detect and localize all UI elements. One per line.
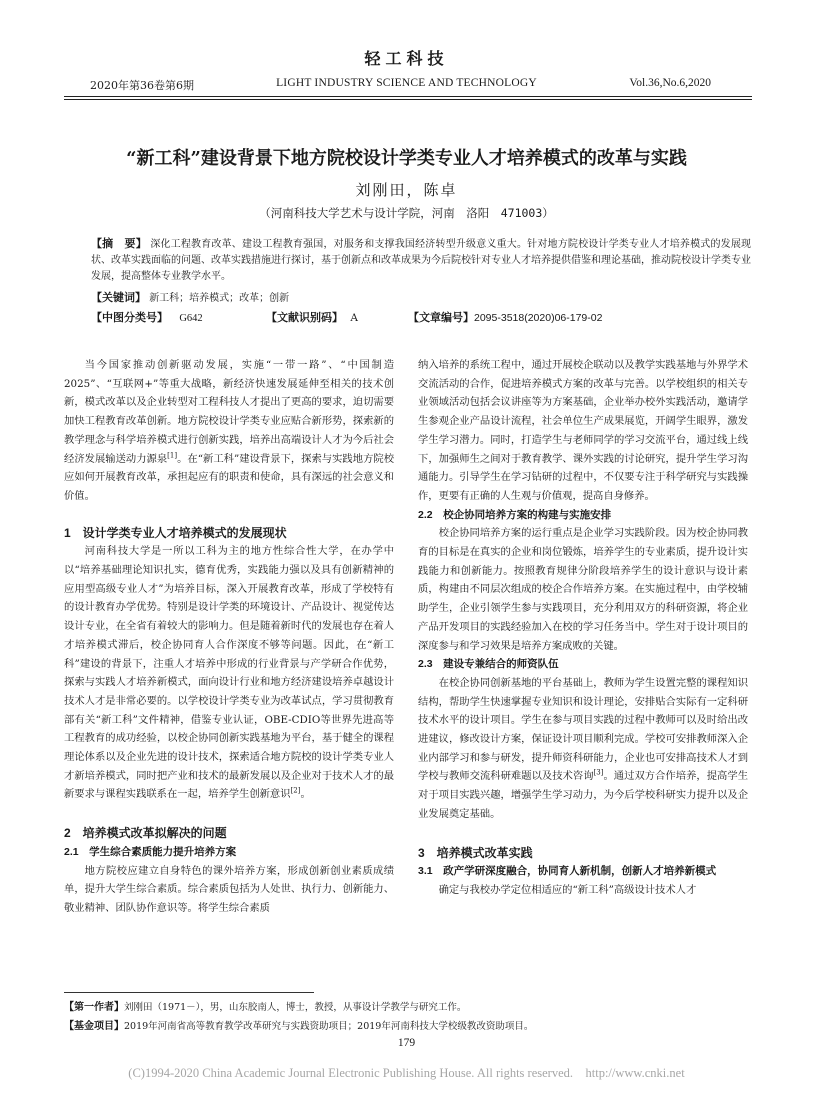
keywords-label: 【关键词】 bbox=[91, 291, 146, 304]
article-number bbox=[408, 309, 602, 325]
footnote-author-text: 刘刚田（1971－），男，山东胶南人，博士，教授，从事设计学教学与研究工作。 bbox=[124, 1002, 467, 1013]
issue-cn: 2020年第36卷第6期 bbox=[90, 79, 194, 92]
clc bbox=[91, 309, 203, 325]
intro-text-1: 当今国家推动创新驱动发展，实施“一带一路”、“中国制造2025”、“互联网+”等重大战略，新经济快速发展延伸至相关的技术创新，模式改革以及企业转型对工程科技人才提出了更高的要求，迫切需要加快工程教育改革创新。地方院校设计学类专业应贴合新形势，探索新的教学理念与科学培养模式进行创新实践，培养出高端设计人才为今后社会经济发展输送动力源泉 bbox=[64, 359, 394, 465]
article-number-label: 【文章编号】 bbox=[408, 311, 474, 324]
body-column-left bbox=[64, 356, 394, 918]
citation-3: [3] bbox=[593, 769, 604, 778]
article-number-value: 2095-3518(2020)06-179-02 bbox=[474, 312, 603, 324]
citation-2: [2] bbox=[290, 787, 301, 796]
abstract bbox=[91, 236, 751, 285]
footnote-fund-label: 【基金项目】 bbox=[64, 1021, 124, 1032]
section-2-1-heading: 2.1 学生综合素质能力提升培养方案 bbox=[64, 845, 237, 858]
intro-paragraph-1 bbox=[64, 356, 394, 506]
page-number: 179 bbox=[397, 1037, 416, 1049]
doc-code bbox=[266, 309, 358, 325]
keywords-text: 新工科；培养模式；改革；创新 bbox=[149, 293, 290, 304]
footnote-author bbox=[64, 998, 764, 1013]
section-2-1-continued: 纳入培养的系统工程中，通过开展校企联动以及教学实践基地与外界学术交流活动的合作，促进培养模式方案的改革与完善。以学校组织的相关专业领域活动包括会议讲座等为方案基础，企业举办校外实践活动，邀请学生参观企业产品设计流程，社会单位生产成果展览，开阔学生眼界，激发学生学习潜力。同时，打造学生与老师同学的学习交流平台，通过线上线下，加强师生之间对于教育教学、课外实践的讨论研究，提升学生学习沟通能力。引导学生在学习钻研的过程中，不仅要专注于科学研究与实践操作，更要有正确的人生观与价值观，提高自身修养。 bbox=[418, 359, 748, 502]
section-2-2-heading: 2.2 校企协同培养方案的构建与实施安排 bbox=[418, 508, 612, 521]
footnote-author-label: 【第一作者】 bbox=[64, 1002, 124, 1013]
clc-label: 【中图分类号】 bbox=[91, 311, 168, 324]
footnote-fund-text: 2019年河南省高等教育教学改革研究与实践资助项目；2019年河南科技大学校级教改资助项目。 bbox=[124, 1021, 534, 1032]
intro-text-2: 。在“新工科”建设背景下，探索与实践地方院校应如何开展教育改革，承担起应有的职责和使命，具有深远的社会意义和价值。 bbox=[64, 452, 394, 502]
section-2-heading: 2 培养模式改革拟解决的问题 bbox=[64, 826, 227, 841]
issue-en: Vol.36,No.6,2020 bbox=[629, 77, 711, 89]
article-authors: 刘刚田，陈卓 bbox=[355, 181, 458, 199]
copyright-watermark: (C)1994-2020 China Academic Journal Electronic Publishing House. All rights reserved. http://www.cnki.net bbox=[128, 1066, 685, 1080]
section-2-3-heading: 2.3 建设专兼结合的师资队伍 bbox=[418, 658, 559, 671]
article-title: “新工科”建设背景下地方院校设计学类专业人才培养模式的改革与实践 bbox=[126, 148, 687, 169]
section-3-heading: 3 培养模式改革实践 bbox=[418, 845, 533, 860]
section-2-3-paragraph bbox=[418, 674, 748, 824]
citation-1: [1] bbox=[167, 451, 178, 460]
section-2-3-text: 在校企协同创新基地的平台基础上，教师为学生设置完整的课程知识结构，帮助学生快速掌握专业知识和设计理论，安排贴合实际有一定科研技术水平的设计项目。学生在参与项目实践的过程中教师可以及时给出改进建议，修改设计方案，保证设计项目顺利完成。学校可安排教师深入企业内部学习和参与研发，提升师资科研能力，企业也可安排高技术人才到学校与教师交流科研难题以及技术咨询 bbox=[418, 676, 748, 783]
section-3-1-paragraph: 确定与我校办学定位相适应的“新工科”高级设计技术人才 bbox=[438, 883, 697, 896]
footnote-fund bbox=[64, 1017, 764, 1032]
abstract-label: 【摘 要】 bbox=[91, 237, 147, 250]
journal-name: 轻工科技 bbox=[364, 49, 449, 68]
section-1-paragraph bbox=[64, 542, 394, 804]
section-1-text: 河南科技大学是一所以工科为主的地方性综合性大学，在办学中以“培养基础理论知识扎实，德育优秀，实践能力强以及具有创新精神的应用型高级专业人才”为培养目标，深入开展教育改革，形成了学校特有的设计教育办学优势。特别是设计学类的环境设计、产品设计、视觉传达设计专业，在全省有着较大的影响力。但是随着新时代的发展也存在着人才培养模式滞后，校企协同育人合作深度不够等问题。因此，在“新工科”建设的背景下，注重人才培养中形成的行业背景与产学研合作优势，探索与实践人才培养新模式，面向设计行业和地方经济建设培养卓越设计技术人才是非常必要的。以学校设计学类专业为改革试点，学习贯彻教育部有关“新工科”文件精神，借鉴专业认证，OBE-CDIO等世界先进高等工程教育的成功经验，以校企协同创新实践基地为平台，基于健全的课程理论体系以及企业先进的设计技术，探索适合地方院校的设计学类专业人才新培养模式，同时把产业和技术的最新发展以及企业对于技术人才的最新要求与课程实践联系在一起，培养学生创新意识 bbox=[64, 545, 394, 801]
section-1-heading: 1 设计学类专业人才培养模式的发展现状 bbox=[64, 525, 287, 540]
section-2-1-paragraph: 地方院校应建立自身特色的课外培养方案，形成创新创业素质成绩单，提升大学生综合素质。综合素质包括为人处世、执行力、创新能力、敬业精神、团队协作意识等。将学生综合素质 bbox=[64, 864, 394, 914]
keywords bbox=[91, 289, 289, 305]
section-1-end: 。 bbox=[300, 788, 311, 801]
section-2-2-paragraph: 校企协同培养方案的运行重点是企业学习实践阶段。因为校企协同教育的目标是在真实的企业和岗位锻炼，培养学生的专业素质，提升设计实践能力和创新能力。按照教育规律分阶段培养学生的设计意识与设计素质，构建由不同层次组成的校企合作培养方案。在实施过程中，由学校辅助学生，企业引领学生参与实践项目，充分利用双方的科研资源，将企业产品开发项目的实践经验加入在校的学习任务当中。学生对于设计项目的深度参与和学习效果是培养方案成败的关键。 bbox=[418, 527, 748, 652]
header-rule-thin bbox=[64, 99, 752, 100]
doc-code-label: 【文献识别码】 bbox=[266, 311, 343, 324]
section-2-3-end: 。通过双方合作培养，提高学生对于项目实践兴趣，增强学生学习动力，为今后学校科研实力提升以及企业发展奠定基础。 bbox=[418, 770, 749, 820]
journal-name-en: LIGHT INDUSTRY SCIENCE AND TECHNOLOGY bbox=[276, 77, 537, 89]
header-rule bbox=[64, 96, 752, 97]
doc-code-value: A bbox=[350, 312, 358, 324]
clc-value: G642 bbox=[179, 313, 203, 324]
section-3-1-heading: 3.1 政产学研深度融合，协同育人新机制，创新人才培养新模式 bbox=[418, 865, 717, 878]
footnote-rule bbox=[64, 992, 314, 993]
body-column-right bbox=[418, 356, 748, 900]
abstract-text: 深化工程教育改革、建设工程教育强国，对服务和支撑我国经济转型升级意义重大。针对地方院校设计学类专业人才培养模式的发展现状、改革实践面临的问题、改革实践措施进行探讨，基于创新点和改革成果为今后院校针对专业人才培养提供借鉴和理论基础，推动院校设计学类专业发展，提高整体专业教学水平。 bbox=[91, 239, 752, 282]
article-affiliation: （河南科技大学艺术与设计学院，河南 洛阳 471003） bbox=[259, 206, 554, 220]
